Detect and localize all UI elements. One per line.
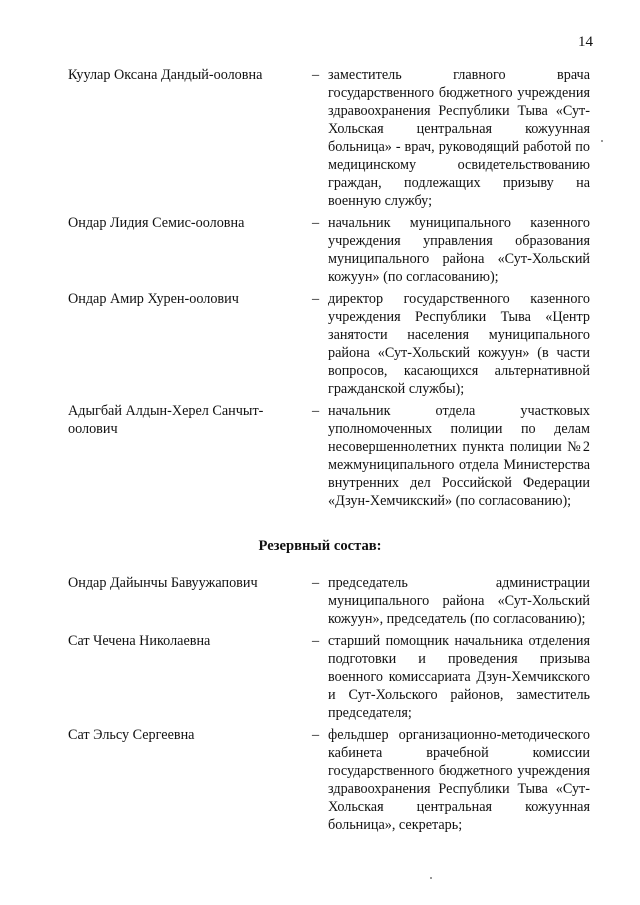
member-role: председатель администрации муниципального района «Сут-Хольский кожуун», председатель (по согласованию);	[328, 575, 590, 627]
dash: –	[312, 403, 320, 419]
dash: –	[312, 575, 320, 591]
scan-speck	[601, 140, 603, 142]
page-number: 14	[578, 34, 593, 50]
member-name: Ондар Лидия Семис-ооловна	[68, 215, 245, 231]
member-row	[68, 214, 592, 286]
main-members-list	[68, 66, 592, 510]
reserve-section-title: Резервный состав:	[258, 538, 382, 554]
member-name: Сат Эльсу Сергеевна	[68, 727, 195, 743]
member-role: старший помощник начальника отделения подготовки и проведения призыва военного комиссариата Дзун-Хемчикского и Сут-Хольского районов, заместитель председателя;	[328, 633, 590, 721]
dash: –	[312, 291, 320, 307]
dash: –	[312, 67, 320, 83]
dash: –	[312, 633, 320, 649]
member-row	[68, 66, 592, 210]
member-role: директор государственного казенного учреждения Республики Тыва «Центр занятости населения муниципального района «Сут-Хольский кожуун» (в части вопросов, касающихся альтернативной гражданской службы);	[328, 291, 590, 397]
member-name: Ондар Амир Хурен-оолович	[68, 291, 239, 307]
member-row	[68, 574, 592, 628]
member-row	[68, 290, 592, 398]
member-name: Сат Чечена Николаевна	[68, 633, 211, 649]
member-row	[68, 402, 592, 510]
dash: –	[312, 727, 320, 743]
member-role: заместитель главного врача государственного бюджетного учреждения здравоохранения Республики Тыва «Сут-Хольская центральная кожуунная больница» - врач, руководящий работой по медицинскому освидетельствованию граждан, подлежащих призыву на военную службу;	[328, 67, 590, 209]
dash: –	[312, 215, 320, 231]
member-name: Адыгбай Алдын-Херел Санчыт-оолович	[68, 403, 264, 437]
member-role: начальник отдела участковых уполномоченных полиции по делам несовершеннолетних пункта полиции №2 межмуниципального отдела Министерства внутренних дел Российской Федерации «Дзун-Хемчикский» (по согласованию);	[328, 403, 590, 509]
member-name: Куулар Оксана Дандый-ооловна	[68, 67, 263, 83]
member-role: начальник муниципального казенного учреждения управления образования муниципального района «Сут-Хольский кожуун» (по согласованию);	[328, 215, 590, 285]
member-role: фельдшер организационно-методического кабинета врачебной комиссии государственного бюджетного учреждения здравоохранения Республики Тыва «Сут-Хольская центральная кожуунная больница», секретарь;	[328, 727, 590, 833]
scan-speck	[430, 877, 432, 879]
reserve-members-list	[68, 574, 592, 834]
member-row	[68, 632, 592, 722]
member-row	[68, 726, 592, 834]
member-name: Ондар Дайынчы Бавуужапович	[68, 575, 258, 591]
